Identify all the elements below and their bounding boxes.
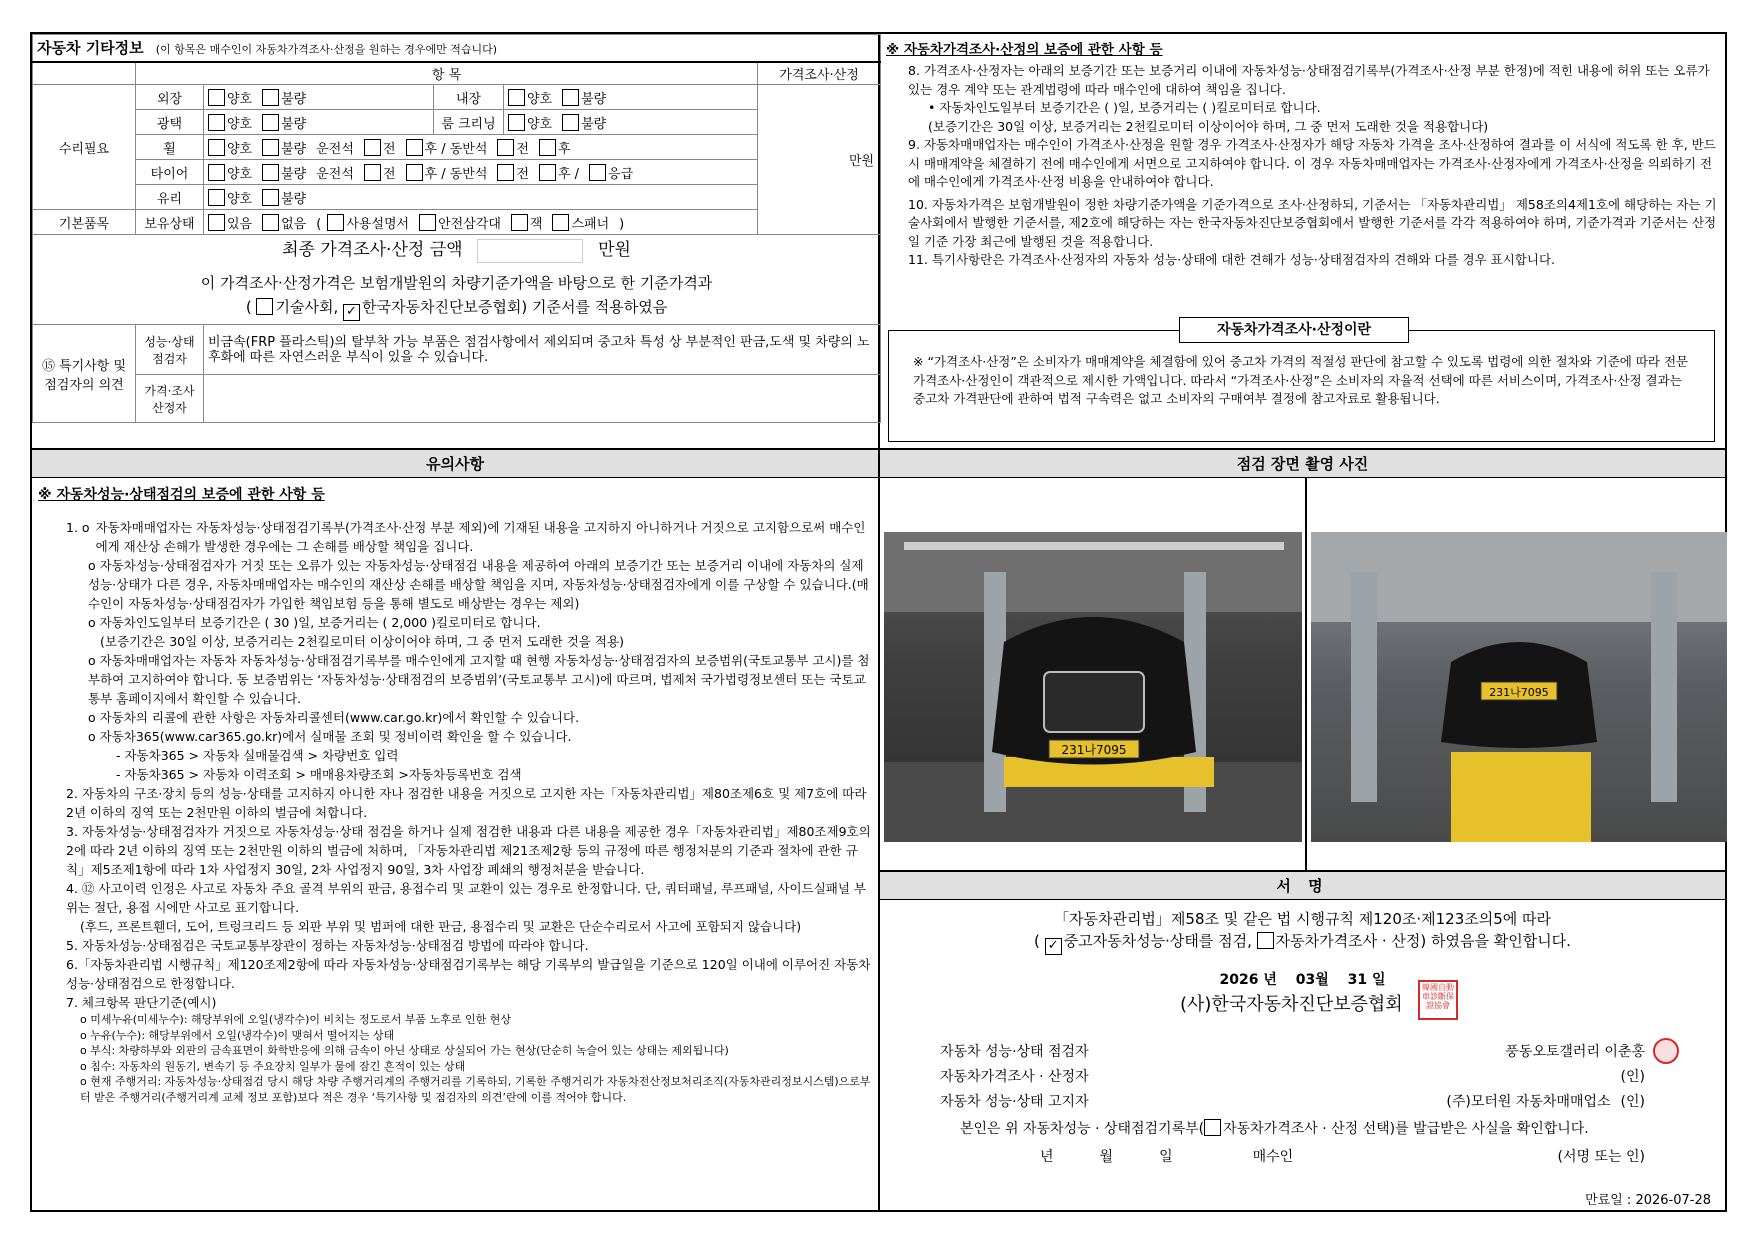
checkbox[interactable] <box>208 164 225 181</box>
guarantee-section <box>880 34 1725 448</box>
notes-header: 유의사항 <box>32 450 878 478</box>
checkbox[interactable] <box>508 89 525 106</box>
final-price-label: 최종 가격조사·산정 금액 <box>282 240 463 261</box>
row-name: 외장 <box>136 85 204 110</box>
note-7b: ο 누유(누수): 해당부위에서 오일(냉각수)이 맺혀서 떨어지는 상태 <box>80 1028 395 1042</box>
checkbox[interactable] <box>208 89 225 106</box>
note-1e: ο 자동차의 리콜에 관한 사항은 자동차리콜센터(www.car.go.kr)에서 확인할 수 있습니다. <box>88 710 580 725</box>
note-7c: ο 부식: 차량하부와 외판의 금속표면이 화학반응에 의해 금속이 아닌 상태로 상실되어 가는 현상(단순히 녹슬어 있는 상태는 제외됩니다) <box>80 1044 729 1057</box>
photos-header: 점검 장면 촬영 사진 <box>880 450 1725 478</box>
basis-line: 이 가격조사·산정가격은 보험개발원의 차량기준가액을 바탕으로 한 기준가격과 <box>200 273 713 292</box>
checkbox[interactable] <box>406 164 423 181</box>
note-1f: ο 자동차365(www.car365.go.kr)에서 실매물 조회 및 정비이력 확인을 할 수 있습니다. <box>88 729 572 744</box>
checkbox[interactable] <box>262 89 279 106</box>
inspector-label: 자동차 성능·상태 점검자 <box>940 1044 1089 1060</box>
row-name: 유리 <box>136 185 204 210</box>
receipt-month: 월 <box>1099 1149 1114 1165</box>
note-2: 2. 자동차의 구조·장치 등의 성능·상태를 고지하지 아니한 자나 점검한 내용을 거짓으로 고지한 자는「자동차관리법」제80조제6호 및 제7호에 따라 2년 이하의 징역 또는 2천만원 이하의 벌금에 처합니다. <box>66 786 867 820</box>
checkbox[interactable] <box>406 139 423 156</box>
checkbox[interactable] <box>539 139 556 156</box>
buyer-sign: (서명 또는 인) <box>1557 1149 1645 1165</box>
checkbox[interactable] <box>262 189 279 206</box>
note-1a: 자동차매매업자는 자동차성능·상태점검기록부(가격조사·산정 부분 제외)에 기재된 내용을 고지하지 아니하거나 거짓으로 고지함으로써 매수인에게 재산상 손해가 발생한 경우에는 그 손해를 배상할 책임을 집니다. <box>95 520 866 554</box>
photos-section <box>880 448 1725 870</box>
appraiser-label: 자동차가격조사 · 산정자 <box>940 1069 1089 1085</box>
rear-inspection-photo <box>1311 532 1727 842</box>
special-row1-label: 성능·상태점검자 <box>136 325 204 375</box>
guarantee-p10: 10. 자동차가격은 보험개발원이 정한 차량기준가액을 기준가격으로 조사·산정하되, 기준서는 「자동차관리법」 제58조의4제1호에 해당하는 자는 기술사회에서 발행한 기준서를, 제2호에 해당하는 자는 한국자동차진단보증협회에서 발행한 기준서를 각각 적용하여야 하며, 기준가격과 기준서는 산정일 기준 가장 최근에 발행된 것을 적용합니다. <box>908 196 1717 249</box>
receipt-year: 년 <box>1040 1149 1054 1165</box>
col-item-header: 항 목 <box>136 62 758 85</box>
checkbox-kist[interactable] <box>256 298 273 315</box>
definition-box-title: 자동차가격조사·산정이란 <box>1179 317 1409 343</box>
note-1h: - 자동차365 > 자동차 이력조회 > 매매용차량조회 >자동차등록번호 검색 <box>116 767 522 782</box>
note-1b: ο 자동차성능·상태점검자가 거짓 또는 오류가 있는 자동차성능·상태점검 내용을 제공하여 아래의 보증기간 또는 보증거리 이내에 자동차의 실제 성능·상태가 다른 경우, 자동차매매업자는 매수인의 재산상 손해를 배상할 책임을 지며, 자동차성능·상태점검자에게 이를 구상할 수 있습니다.(매수인이 자동차성능·상태점검자가 가입한 책임보험 등을 통해 별도로 배상받는 경우는 제외) <box>88 558 869 611</box>
checkbox[interactable] <box>262 114 279 131</box>
special-row2-label: 가격·조사산정자 <box>136 375 204 423</box>
checkbox[interactable] <box>511 214 528 231</box>
checkbox[interactable] <box>539 164 556 181</box>
notifier-seal: (인) <box>1620 1094 1645 1110</box>
org-seal <box>1418 980 1458 1020</box>
col-price-header: 가격조사·산정 <box>758 62 881 85</box>
special-row1-text: 비금속(FRP 플라스틱)의 탈부착 가능 부품은 점검사항에서 제외되며 중고차 특성 상 부분적인 판금,도색 및 차량의 노후화에 따른 자연스러운 부식이 있을 수 있습니다. <box>204 325 881 375</box>
front-plate-text: 231나7095 <box>1061 743 1127 757</box>
checkbox[interactable] <box>208 139 225 156</box>
guarantee-title: ※ 자동차가격조사·산정의 보증에 관한 사항 등 <box>886 42 1163 58</box>
note-7e: ο 현재 주행거리: 자동차성능·상태점검 당시 해당 차량 주행거리계의 주행거리를 기록하되, 기록한 주행거리가 자동차전산정보처리조직(자동차관리정보시스템)으로부터 받은 주행거리(주행거리계 교체 정보 포함)보다 적은 경우 ‘특기사항 및 점검자의 의견’란에 이를 적어야 합니다. <box>80 1075 871 1104</box>
note-4: 4. ⑫ 사고이력 인정은 사고로 자동차 주요 골격 부위의 판금, 용접수리 및 교환이 있는 경우로 한정합니다. 단, 쿼터패널, 루프패널, 사이드실패널 부위는 절단, 용접 시에만 사고로 표기합니다. <box>66 881 866 915</box>
basic-label: 기본품목 <box>33 210 136 235</box>
checkbox-kaida[interactable]: ✓ <box>343 304 360 321</box>
receipt-day: 일 <box>1159 1149 1173 1165</box>
checkbox-appraisal[interactable] <box>1257 932 1274 949</box>
receipt-pre: 본인은 위 자동차성능 · 상태점검기록부( <box>960 1121 1205 1137</box>
checkbox[interactable] <box>562 114 579 131</box>
inspector-name: 풍동오토갤러리 이춘홍 <box>1505 1044 1645 1060</box>
definition-box <box>888 322 1715 442</box>
sign-month: 03월 <box>1295 972 1329 988</box>
checkbox[interactable] <box>562 89 579 106</box>
repair-label: 수리필요 <box>33 85 136 210</box>
checkbox[interactable] <box>589 164 606 181</box>
row-name: 타이어 <box>136 160 204 185</box>
checkbox[interactable] <box>262 139 279 156</box>
checkbox[interactable] <box>497 164 514 181</box>
special-row2-field[interactable] <box>204 375 881 423</box>
misc-title: 자동차 기타정보 <box>37 39 144 58</box>
row-name: 휠 <box>136 135 204 160</box>
checkbox[interactable] <box>208 114 225 131</box>
row-name: 룸 크리닝 <box>434 110 504 135</box>
row-name: 보유상태 <box>136 210 204 235</box>
note-1g: - 자동차365 > 자동차 실매물검색 > 차량번호 입력 <box>116 748 399 763</box>
note-3: 3. 자동차성능·상태점검자가 거짓으로 자동차성능·상태 점검을 하거나 실제 점검한 내용과 다른 내용을 제공한 경우「자동차관리법」제80조제9호의2에 따라 2년 이하의 징역 또는 2천만원 이하의 벌금에 처하며, 「자동차관리법 제21조제2항 등의 규정에 따른 행정처분의 기준과 절차에 관한 규칙」제5조제1항에 따라 1차 사업정지 30일, 2차 사업정지 90일, 3차 사업장 폐쇄의 행정처분을 받습니다. <box>66 824 871 877</box>
misc-subtitle: (이 항목은 매수인이 자동차가격조사·산정을 원하는 경우에만 적습니다) <box>155 43 498 57</box>
sign-year: 2026 년 <box>1219 972 1277 988</box>
notifier-name: (주)모터원 자동차매매업소 <box>1446 1094 1611 1110</box>
checkbox[interactable] <box>364 164 381 181</box>
inspection-form-page <box>30 32 1727 1212</box>
note-7: 7. 체크항목 판단기준(예시) <box>66 995 217 1010</box>
inspector-seal <box>1653 1038 1679 1064</box>
buyer-label: 매수인 <box>1252 1149 1294 1165</box>
checkbox[interactable] <box>508 114 525 131</box>
guarantee-p9: 9. 자동차매매업자는 매수인이 가격조사·산정을 원할 경우 가격조사·산정자가 해당 자동차 가격을 조사·산정하여 결과를 이 서식에 적도록 한 후, 반드시 매매계약을 체결하기 전에 매수인에게 서면으로 고지하여야 합니다. 이 경우 자동차매매업자는 가격조사·산정자에게 가격조사·산정을 의뢰하기 전에 매수인에게 가격조사·산정 비용을 안내하여야 합니다. <box>908 137 1716 189</box>
rear-plate-text: 231나7095 <box>1489 686 1549 699</box>
checkbox[interactable] <box>419 214 436 231</box>
note-1c2: (보증기간은 30일 이상, 보증거리는 2천킬로미터 이상이어야 하며, 그 중 먼저 도래한 것을 적용) <box>100 634 624 649</box>
checkbox[interactable] <box>364 139 381 156</box>
price-unit: 만원 <box>758 85 881 235</box>
law-line: 「자동차관리법」제58조 및 같은 법 시행규칙 제120조·제123조의5에 따라 <box>1053 910 1552 928</box>
checkbox[interactable] <box>208 214 225 231</box>
guarantee-p8: 8. 가격조사·산정자는 아래의 보증기간 또는 보증거리 이내에 자동차성능·상태점검기록부(가격조사·산정 부분 한정)에 적힌 내용에 허위 또는 오류가 있는 경우 계약 또는 관계법령에 따라 매수인에 대하여 책임을 집니다. <box>908 63 1710 97</box>
checkbox[interactable] <box>262 214 279 231</box>
note-4b: (후드, 프론트휀더, 도어, 트렁크리드 등 외판 부위 및 범퍼에 대한 판금, 용접수리 및 교환은 단순수리로서 사고에 포함되지 않습니다) <box>80 919 802 934</box>
org-name: (사)한국자동차진단보증협회 <box>1180 994 1403 1015</box>
sign-day: 31 일 <box>1347 972 1386 988</box>
note-7a: ο 미세누유(미세누수): 해당부위에 오일(냉각수)이 비치는 정도로서 부품 노후로 인한 현상 <box>80 1013 511 1026</box>
note-1d: ο 자동차매매업자는 자동차 자동차성능·상태점검기록부를 매수인에게 고지할 때 현행 자동차성능·상태점검자의 보증범위(국토교통부 고시)를 첨부하여 고지하여야 합니다. 동 보증범위는 ‘자동차성능·상태점검의 보증범위’(국토교통부 고시)에 따르며, 법제처 국가법령정보센터 또는 국토교통부 홈페이지에서 확인할 수 있습니다. <box>88 653 870 706</box>
checkbox[interactable] <box>497 139 514 156</box>
definition-box-text: ※ “가격조사·산정”은 소비자가 매매계약을 체결함에 있어 중고차 가격의 적절성 판단에 참고할 수 있도록 법령에 의한 절차와 기준에 따라 전문 가격조사·산정인이 객관적으로 제시한 가액입니다. 따라서 “가격조사·산정”은 소비자의 자율적 선택에 따른 서비스이며, 가격조사·산정 결과는 중고차 가격판단에 관하여 법적 구속력은 없고 소비자의 구매여부 결정에 참고자료로 활용됩니다. <box>913 354 1689 406</box>
checkbox-inspection[interactable]: ✓ <box>1045 938 1062 955</box>
org-seal-text: 韓國自動車診斷保證協會 <box>1422 983 1454 1010</box>
signature-header: 서 명 <box>880 872 1725 900</box>
left-column <box>32 34 880 1210</box>
checkbox[interactable] <box>552 214 569 231</box>
vehicle-misc-table: 자동차 기타정보 (이 항목은 매수인이 자동차가격조사·산정을 원하는 경우에만 적습니다) 항 목 가격조사·산정 수리필요 외장 양호 불량 내장 양호 불량 만원 광택 양호 불량 룸 크리닝 양호 불량 휠 양호 불량 운전석 전 후 / 동반석 전 후 타이어 양호 불량 운전석 전 후 / 동반석 전 후 / 응급 유리 양호 불량 기본품목 보유상태 있음 없음 ( 사용설명서 안전삼각대 잭 스패너 ) 최종 가격조사·산정 금액 만원 이 가격조사·산정가격은 보험개발원의 차량기준가액을 바탕으로 한 기준가격과 ( 기술사회, ✓ 한국자동차진단보증협회) 기준서를 적용하였음 ⑮ 특기사항 및 점검자의 의견 성능·상태점검자 비금속(FRP 플라스틱)의 탈부착 가능 부품은 점검사항에서 제외되며 중고차 특성 상 부분적인 판금,도색 및 차량의 노후화에 따른 자연스러운 부식이 있을 수 있습니다. 가격·조사산정자 <box>32 34 881 423</box>
final-price-input[interactable] <box>477 239 583 263</box>
row-name: 광택 <box>136 110 204 135</box>
front-inspection-photo <box>884 532 1302 842</box>
checkbox[interactable] <box>262 164 279 181</box>
expiry-date: 만료일 : 2026-07-28 <box>1585 1193 1711 1208</box>
note-6: 6.「자동차관리법 시행규칙」제120조제2항에 따라 자동차성능·상태점검기록부는 해당 기록부의 발급일을 기준으로 120일 이내에 이루어진 자동차 성능·상태점검으로 한정합니다. <box>66 957 871 991</box>
appraiser-seal: (인) <box>1620 1069 1645 1085</box>
row-name: 내장 <box>434 85 504 110</box>
guarantee-p11: 11. 특기사항란은 가격조사·산정자의 자동차 성능·상태에 대한 견해가 성능·상태점검자의 견해와 다를 경우 표시합니다. <box>908 252 1556 267</box>
signature-section: 서 명 「자동차관리법」제58조 및 같은 법 시행규칙 제120조·제123조의5에 따라 ( ✓ 중고자동차성능·상태를 점검, 자동차가격조사 · 산정) 하였음을 확인합니다. 2026 년 03월 31 일 (사)한국자동차진단보증협회 韓國自動車診斷保證協會 자동차 성능·상태 점검자 풍동오토갤러리 이춘홍 자동차가격조사 · 산정자 (인) 자동차 성능·상태 고지자 (주)모터원 자동차매매업소 (인) 본인은 위 자동차성능 · 상태점검기록부( 자동차가격조사 · 산정 선택)를 발급받은 사실을 확인합니다. 년 월 일 매수인 (서명 또는 인) 만료일 : 2026-07-28 <box>880 870 1725 1214</box>
guarantee-p8c: (보증기간은 30일 이상, 보증거리는 2천킬로미터 이상이어야 하며, 그 중 먼저 도래한 것을 적용합니다) <box>928 118 1489 134</box>
checkbox-receipt[interactable] <box>1204 1119 1221 1136</box>
checkbox[interactable] <box>208 189 225 206</box>
notifier-label: 자동차 성능·상태 고지자 <box>940 1094 1089 1110</box>
note-5: 5. 자동차성능·상태점검은 국토교통부장관이 정하는 자동차성능·상태점검 방법에 따라야 합니다. <box>66 938 589 953</box>
final-price-unit: 만원 <box>598 240 631 261</box>
note-1c: ο 자동차인도일부터 보증기간은 ( 30 )일, 보증거리는 ( 2,000 )킬로미터로 합니다. <box>88 615 541 630</box>
right-column <box>880 34 1725 1210</box>
notes-section: 유의사항 ※ 자동차성능·상태점검의 보증에 관한 사항 등 1. ο 자동차매매업자는 자동차성능·상태점검기록부(가격조사·산정 부분 제외)에 기재된 내용을 고지하지 아니하거나 거짓으로 고지함으로써 매수인에게 재산상 손해가 발생한 경우에는 그 손해를 배상할 책임을 집니다. ο 자동차성능·상태점검자가 거짓 또는 오류가 있는 자동차성능·상태점검 내용을 제공하여 아래의 보증기간 또는 보증거리 이내에 자동차의 실제 성능·상태가 다른 경우, 자동차매매업자는 매수인의 재산상 손해를 배상할 책임을 지며, 자동차성능·상태점검자에게 이를 구상할 수 있습니다.(매수인이 자동차성능·상태점검자가 가입한 책임보험 등을 통해 별도로 배상받는 경우는 제외) ο 자동차인도일부터 보증기간은 ( 30 )일, 보증거리는 ( 2,000 )킬로미터로 합니다. (보증기간은 30일 이상, 보증거리는 2천킬로미터 이상이어야 하며, 그 중 먼저 도래한 것을 적용) ο 자동차매매업자는 자동차 자동차성능·상태점검기록부를 매수인에게 고지할 때 현행 자동차성능·상태점검자의 보증범위(국토교통부 고시)를 첨부하여 고지하여야 합니다. 동 보증범위는 ‘자동차성능·상태점검의 보증범위’(국토교통부 고시)에 따르며, 법제처 국가법령정보센터 또는 국토교통부 홈페이지에서 확인할 수 있습니다. ο 자동차의 리콜에 관한 사항은 자동차리콜센터(www.car.go.kr)에서 확인할 수 있습니다. ο 자동차365(www.car365.go.kr)에서 실매물 조회 및 정비이력 확인을 할 수 있습니다. - 자동차365 > 자동차 실매물검색 > 차량번호 입력 - 자동차365 > 자동차 이력조회 > 매매용차량조회 >자동차등록번호 검색 2. 자동차의 구조·장치 등의 성능·상태를 고지하지 아니한 자나 점검한 내용을 거짓으로 고지한 자는「자동차관리법」제80조제6호 및 제7호에 따라 2년 이하의 징역 또는 2천만원 이하의 벌금에 처합니다. 3. 자동차성능·상태점검자가 거짓으로 자동차성능·상태 점검을 하거나 실제 점검한 내용과 다른 내용을 제공한 경우「자동차관리법」제80조제9호의2에 따라 2년 이하의 징역 또는 2천만원 이하의 벌금에 처하며, 「자동차관리법 제21조제2항 등의 규정에 따른 행정처분의 기준과 절차에 관한 규칙」제5조제1항에 따라 1차 사업정지 30일, 2차 사업정지 90일, 3차 사업장 폐쇄의 행정처분을 받습니다. 4. ⑫ 사고이력 인정은 사고로 자동차 주요 골격 부위의 판금, 용접수리 및 교환이 있는 경우로 한정합니다. 단, 쿼터패널, 루프패널, 사이드실패널 부위는 절단, 용접 시에만 사고로 표기합니다. (후드, 프론트휀더, 도어, 트렁크리드 등 외판 부위 및 범퍼에 대한 판금, 용접수리 및 교환은 단순수리로서 사고에 포함되지 않습니다) 5. 자동차성능·상태점검은 국토교통부장관이 정하는 자동차성능·상태점검 방법에 따라야 합니다. 6.「자동차관리법 시행규칙」제120조제2항에 따라 자동차성능·상태점검기록부는 해당 기록부의 발급일을 기준으로 120일 이내에 이루어진 자동차 성능·상태점검으로 한정합니다. 7. 체크항목 판단기준(예시) ο 미세누유(미세누수): 해당부위에 오일(냉각수)이 비치는 정도로서 부품 노후로 인한 현상 ο 누유(누수): 해당부위에서 오일(냉각수)이 맺혀서 떨어지는 상태 ο 부식: 차량하부와 외판의 금속표면이 화학반응에 의해 금속이 아닌 상태로 상실되어 가는 현상(단순히 녹슬어 있는 상태는 제외됩니다) ο 침수: 자동차의 원동기, 변속기 등 주요장치 일부가 물에 잠긴 흔적이 있는 상태 ο 현재 주행거리: 자동차성능·상태점검 당시 해당 차량 주행거리계의 주행거리를 기록하되, 기록한 주행거리가 자동차전산정보처리조직(자동차관리정보시스템)으로부터 받은 주행거리(주행거리계 교체 정보 포함)보다 적은 경우 ‘특기사항 및 점검자의 의견’란에 이를 적어야 합니다. <box>32 448 878 1212</box>
checkbox[interactable] <box>327 214 344 231</box>
guarantee-p8b: • 자동차인도일부터 보증기간은 ( )일, 보증거리는 ( )킬로미터로 합니다. <box>928 100 1321 115</box>
receipt-post: 자동차가격조사 · 산정 선택)를 발급받은 사실을 확인합니다. <box>1223 1121 1589 1137</box>
special-label: ⑮ 특기사항 및 점검자의 의견 <box>33 325 136 423</box>
note-7d: ο 침수: 자동차의 원동기, 변속기 등 주요장치 일부가 물에 잠긴 흔적이 있는 상태 <box>80 1059 466 1073</box>
notes-title: ※ 자동차성능·상태점검의 보증에 관한 사항 등 <box>38 487 325 503</box>
